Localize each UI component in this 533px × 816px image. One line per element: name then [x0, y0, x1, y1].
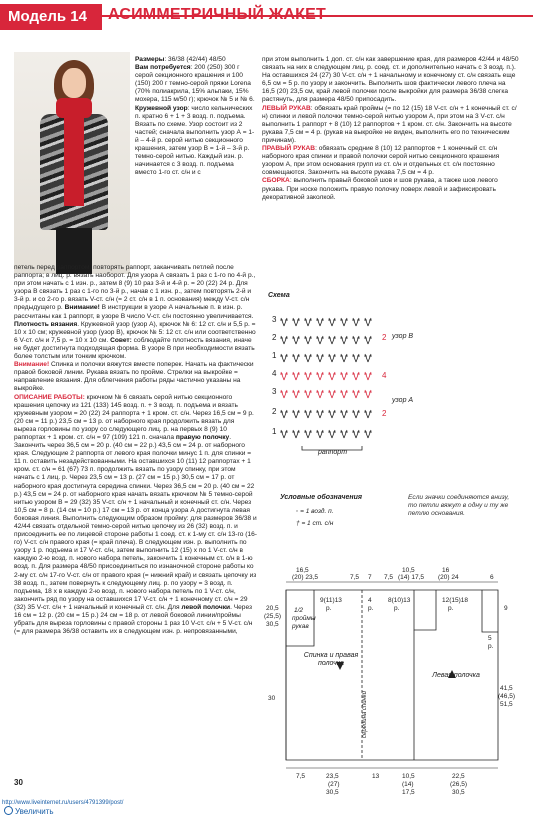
armhole-label-2: проймы — [292, 615, 316, 622]
stitch-mark — [280, 336, 288, 344]
right-sleeve-label: ПРАВЫЙ РУКАВ — [262, 145, 316, 153]
right-dim-p: р. — [488, 643, 494, 650]
pattern-shoulder — [482, 590, 498, 632]
stitch-mark — [304, 430, 312, 438]
stitch-mark — [316, 410, 324, 418]
stitch-mark — [352, 372, 360, 380]
stitch-mark — [280, 390, 288, 398]
attention-label: Внимание! — [14, 361, 50, 369]
dim-top-8: 16 — [442, 567, 450, 574]
stitch-mark — [316, 372, 324, 380]
bottom-dim-3: (27) — [328, 781, 340, 788]
stitch-mark — [340, 372, 348, 380]
stitch-mark — [340, 354, 348, 362]
stitch-mark — [304, 372, 312, 380]
zoom-link[interactable] — [4, 806, 54, 816]
right-front-label: правую полочку — [175, 433, 230, 441]
schema-marks — [280, 318, 372, 438]
body-text: : обвязать край проймы (= по 12 (15) 18 V-ст. с/н + 1 конечный ст. с/н) спинки и левой полочки темно-серой нитью узором А, при этом на 3 V-ст. с/н выполнить 1 раппорт + 8 (10) 12 раппортов + 1 кром. ст. с/н. Закончить на высоте рукава 7,5 см = 4 р. (рукав на выкройке не виден, выполнить его по техническим причинам). — [262, 104, 517, 144]
lace-label: Кружевной узор — [135, 104, 188, 112]
right-dim-2: (46,5) — [498, 693, 515, 700]
page-number: 30 — [14, 778, 23, 787]
pattern-b-label: узор В — [392, 333, 414, 340]
bottom-dim-7: (14) — [402, 781, 414, 788]
stitch-mark — [328, 430, 336, 438]
stitch-mark — [364, 354, 372, 362]
photo-scarf — [56, 98, 92, 118]
dim-top-9: (20) 24 — [438, 574, 459, 581]
materials-label: Вам потребуется — [135, 64, 191, 72]
right-dim-5: 5 — [488, 635, 492, 642]
stitch-mark — [364, 390, 372, 398]
row-number-a2: 2 — [272, 407, 277, 416]
row-number-b1: 1 — [272, 351, 277, 360]
left-dim-1: 20,5 — [266, 605, 279, 612]
sizes-label: Размеры — [135, 56, 165, 63]
page-title: АСИММЕТРИЧНЫЙ ЖАКЕТ — [108, 6, 326, 23]
stitch-mark — [340, 318, 348, 326]
dim-top-7: (14) 17,5 — [398, 574, 425, 581]
left-dim-30: 30 — [268, 695, 276, 702]
bottom-dim-2: 23,5 — [326, 773, 339, 780]
stitch-mark — [304, 318, 312, 326]
attention-label: Внимание! — [64, 304, 100, 312]
rapport-label: раппорт — [318, 449, 348, 456]
stitch-mark — [328, 390, 336, 398]
photo-face — [62, 68, 86, 98]
body-text: . Кружевной узор (узор А), крючок № 6: 12 ст. с/н и 5,5 р. = 10 х 10 см; кружевной узор (узор В), крючок № 5: 12 ст. с/н или соответственно 6 V-ст. с/н и 7,5 р. = 10 х 10 см. — [14, 320, 256, 344]
sizes-value: : 36/38 (42/44) 48/50 — [164, 56, 226, 63]
stitch-mark — [280, 372, 288, 380]
rows-c: 8(10)13 — [388, 597, 411, 604]
bottom-dim-1: 7,5 — [296, 773, 306, 780]
dim-top-1: 16,5 — [296, 567, 309, 574]
stitch-mark — [316, 390, 324, 398]
lace-value: : число кельнических п. кратно 6 + 1 + 3 возд. п. подъема. Вязать по схеме. Узор состоит из 2 частей; сначала выполнить узор А = 1-й – 4-й р. серой нитью секционного крашения, затем узор В = 1-й – 3-й р. темно-серой нитью. Каждый изн. р. начинается с 3 возд. п. подъема вместо 1-го ст. с/н и с — [135, 104, 255, 177]
stitch-mark — [304, 390, 312, 398]
stitch-mark — [280, 430, 288, 438]
marker-2-b: 2 — [382, 333, 387, 342]
label-left-front-wrap — [430, 672, 482, 702]
body-text: . Закончить через 36,5 см = 20 р. (40 см = 22 р.) 43,5 см = 24 р. от наборного края. Следующие 2 раппорта от левого края полочки минус 1 п. для спинки = 11 п. оставить незадействованными. На оставшихся 10 (11) 12 раппортах + 1 кром. ст. с/н = 61 (67) 73 п. продолжить вязать по узору спинку, при этом начать с 1 лиц. р. Через 23,5 см = 13 р. (27 см = 15 р.) 30,5 см = 17 р. от наборного края достигнута середина спинки. Через 36,5 см = 20 р. (40 см = 22 р.) 43,5 см = 24 р. от наборного края начать вязать крючком № 5 темно-серой нитью узором В = 29 (32) 35 V-ст. с/н + 1 начальный и конечный ст. с/н. Через 10,5 см = 8 р. (14 см = 10 р.) 17 см = 13 р. от конца узора А достигнута левая боковая линия. Выполнить следующим образом пройму: для размеров 36/38 и 42/44 связать отдельной темно-серой нитью цепочку из 26 (32) возд. п. и присоединить ее по лицевой стороне работы 1 соед. ст. к 1-му ст. с/н 13-го (16-го) V-ст. с/н правого края (= край плеча). В следующем изн. р. выполнить по узору 1 р. подъема и 17 V-ст. с/н, затем выполнить 12 (15) х по 1 V-ст. с/н в каждую 2-ю возд. п. нового набора петель, закончить 1 конечным ст. с/н в 1-ю возд. п. Для размера 48/50 присоединиться по изнаночной стороне работы ко 2-му ст. с/н 17-го V-ст. с/н от правого края (= нижний край) и связать цепочку из 38 возд. п., затем повернуть к следующему лиц. р. по узору = 3 возд. п. подъема, 18 х в каждую 2-ю возд. п. нового набора петель по 1 V-ст. с/н, закончить ряд по узору на оставшихся 17 V-ст. с/н + 1 конечному ст. с/н = 29 (32) 35 V-ст. с/н + 1 начальный и конечный ст. с/н. Для — [14, 433, 257, 611]
stitch-mark — [340, 410, 348, 418]
stitch-mark — [316, 354, 324, 362]
stitch-mark — [352, 318, 360, 326]
stitch-mark — [292, 390, 300, 398]
schema-title: Схема — [268, 292, 290, 299]
bottom-dim-4: 30,5 — [326, 789, 339, 796]
stitch-mark — [340, 430, 348, 438]
page-header — [0, 0, 533, 44]
stitch-mark — [352, 390, 360, 398]
legend-dc — [296, 520, 333, 527]
dim-top-4: 7 — [368, 574, 372, 581]
gauge-label: Плотность вязания — [14, 320, 78, 328]
stitch-mark — [352, 336, 360, 344]
assembly-label: СБОРКА — [262, 177, 290, 185]
chain-stitch-icon: ◦ — [296, 508, 299, 515]
stitch-mark — [304, 354, 312, 362]
stitch-mark — [292, 318, 300, 326]
dim-top-5: 7,5 — [384, 574, 394, 581]
legend-note: Если значки соединяются внизу, то петли вяжут в одну и ту же петлю основания. — [408, 494, 510, 517]
stitch-mark — [304, 410, 312, 418]
body-text: : обвязать средние 8 (10) 12 раппортов + 1 конечный ст. с/н наборного края спинки и правой полочки серой нитью секционного крашения узором А, при этом основания групп из ст. с/н и отдельных ст. с/н постоянно совмещаются. Закончить на высоте рукава 7,5 см = 4 р. — [262, 145, 500, 177]
zoom-label: Увеличить — [15, 807, 54, 816]
double-crochet-icon: † — [296, 520, 300, 527]
stitch-mark — [328, 410, 336, 418]
stitch-mark — [364, 430, 372, 438]
left-dim-3: 30,5 — [266, 621, 279, 628]
left-front-label: левой полочки — [181, 603, 231, 611]
bottom-dim-6: 10,5 — [402, 773, 415, 780]
stitch-mark — [280, 410, 288, 418]
body-text: : выполнить правый боковой шов и шов рукава, а также шов левого рукава. При носке положить правую полочку поверх левой и зафиксировать декоративной заколкой. — [262, 177, 498, 201]
stitch-mark — [316, 430, 324, 438]
stitch-mark — [364, 318, 372, 326]
stitch-mark — [316, 318, 324, 326]
stitch-mark — [280, 354, 288, 362]
dim-top-2: (20) 23,5 — [292, 574, 319, 581]
stitch-mark — [328, 336, 336, 344]
model-photo — [14, 52, 130, 274]
right-dim-9: 9 — [504, 605, 508, 612]
marker-4: 4 — [382, 371, 387, 380]
left-dim-2: (25,5) — [264, 613, 281, 620]
stitch-mark — [364, 336, 372, 344]
stitch-mark — [340, 390, 348, 398]
stitch-mark — [364, 372, 372, 380]
pattern-neck-cut — [414, 590, 436, 630]
label-back-right: Спинка и правая полочка — [303, 652, 359, 667]
marker-2-a: 2 — [382, 409, 387, 418]
rows-c-unit: р. — [394, 605, 400, 612]
left-sleeve-label: ЛЕВЫЙ РУКАВ — [262, 104, 311, 112]
row-number-a4: 4 — [272, 369, 277, 378]
stitch-mark — [292, 336, 300, 344]
stitch-mark — [328, 318, 336, 326]
armhole-label-1: 1/2 — [294, 607, 304, 614]
row-number-b3: 3 — [272, 315, 277, 324]
stitch-mark — [292, 372, 300, 380]
body-text: В инструкции в узоре А начальные п. в изн. р. рассчитаны как 1 раппорт, в узоре В число V-ст. с/н постоянно увеличивается. — [14, 304, 254, 320]
bottom-dim-5: 13 — [372, 773, 380, 780]
rows-a: 9(11)13 — [320, 597, 342, 604]
row-number-a3: 3 — [272, 387, 277, 396]
model-badge: Модель 14 — [0, 4, 102, 30]
label-back-right-wrap — [302, 652, 360, 692]
materials-value: : 200 (250) 300 г серой секционного крашения и 100 (150) 200 г темно-серой пряжи Lorena (70% полиакрила, 15% альпаки, 15% мохера, 115 м/50 г); крючок № 5 и № 6. — [135, 64, 255, 104]
body-text: крючком № 6 связать серой нитью секционного крашения цепочку из 121 (133) 145 возд. п. + 3 возд. п. подъема и вязать кружевным узором = 20 (22) 24 раппорта + 1 кром. ст. с/н. Через 16,5 см = 9 р. (20 см = 11 р.) 23,5 см = 13 р. от наборного края продолжить вязать для выреза горловины по узору со следующего лиц. р. на первых 8 (9) 10 раппортах + 1 кром. ст. с/н = 97 (109) 121 п. сначала — [14, 393, 254, 441]
bottom-dim-8: 17,5 — [402, 789, 415, 796]
body-text: Спинка и полочки вяжутся вместе поперек. Начать на фактически правой боковой линии. Рукава вязать по пройме. Стрелки на выкройке = направление вязания. Для облегчения работы ряды частично указаны на выкройке. — [14, 361, 254, 393]
body-text: при этом выполнить 1 доп. ст. с/н как завершение края, для размеров 42/44 и 48/50 связать на них в следующем лиц. р. соед. ст. и дополнительно начать с 3 возд. п.). На оставшихся 24 (27) 30 V-ст. с/н + 1 начальному и конечному ст. с/н связать еще 6,5 см = 5 р. по узору и закончить. Выполнить шов фактически левого плеча на 16,5 (20) 23,5 см, край левой полочки после выкройки для размера 36/38 слегка растянуть, для размера 48/50 припосадить. — [262, 56, 519, 104]
garment-pattern — [262, 560, 520, 800]
bottom-dim-10: (26,5) — [450, 781, 467, 788]
tip-label: Совет: — [110, 336, 132, 344]
stitch-mark — [352, 410, 360, 418]
rows-d: 12(15)18 — [442, 597, 469, 604]
label-left-front: Левая полочка — [432, 672, 480, 679]
intro-text — [135, 56, 257, 177]
body-text: . Через 16 см = 12 р. (20 см = 15 р.) 24 см = 18 р. от левой боковой линии/проймы убрать для выреза горловины с правой стороны 1 раз 10 V-ст. с/н + 5 V-ст. с/н (= для размера 36/38 оставить их в следующем изн. р. непровязанными, — [14, 603, 253, 636]
stitch-mark — [352, 354, 360, 362]
stitch-mark — [292, 430, 300, 438]
armhole-label-3: рукав — [292, 623, 309, 630]
rows-b: 4 — [368, 597, 372, 604]
row-number-b2: 2 — [272, 333, 277, 342]
instructions-left — [14, 264, 257, 636]
stitch-mark — [292, 410, 300, 418]
rows-a-unit: р. — [326, 605, 332, 612]
stitch-mark — [328, 354, 336, 362]
stitch-mark — [328, 372, 336, 380]
stitch-mark — [292, 354, 300, 362]
stitch-mark — [352, 430, 360, 438]
work-description-label: ОПИСАНИЕ РАБОТЫ: — [14, 393, 85, 401]
body-text: соблюдайте плотность вязания, иначе не будет достигнута подходящая форма. В узоре В при необходимости вязать более толстым или тонким крючком. — [14, 336, 255, 361]
instructions-right — [262, 56, 520, 202]
rows-b-unit: р. — [368, 605, 374, 612]
rows-d-unit: р. — [448, 605, 454, 612]
label-center-back: середина спинки — [362, 690, 368, 738]
legend-chain — [296, 508, 333, 515]
dim-top-10: 6 — [490, 574, 494, 581]
bottom-dim-9: 22,5 — [452, 773, 465, 780]
stitch-mark — [304, 336, 312, 344]
legend-dc-label: = 1 ст. с/н — [301, 520, 334, 527]
row-number-a1: 1 — [272, 427, 277, 436]
stitch-mark — [340, 336, 348, 344]
dim-top-3: 7,5 — [350, 574, 360, 581]
body-text: петель перед раппортом, повторять раппорт, заканчивать петлей после раппорта; в лиц. р. вязать наоборот. Для узора А связать 1 раз с 1-го по 4-й р., при этом начать с 1 изн. р., затем 8 (9) 10 раз 3-й и 4-й р. = 20 (22) 24 р. Для узора В связать 1 раз с 1-го по 3-й р., начав с 1 изн. р., затем повторять 2-й и 3-й р. и со 2-го р. вязать V-ст. с/н (= 2 ст. с/н в 1 п. основания) между V-ст. с/н предыдущего р. — [14, 264, 256, 312]
right-dim-1: 41,5 — [500, 685, 513, 692]
legend-chain-label: = 1 возд. п. — [300, 508, 334, 515]
pattern-a-label: узор А — [392, 397, 414, 404]
dim-top-6: 10,5 — [402, 567, 415, 574]
right-dim-3: 51,5 — [500, 701, 513, 708]
stitch-mark — [316, 336, 324, 344]
photo-shirt — [64, 116, 84, 206]
stitch-mark — [280, 318, 288, 326]
stitch-mark — [364, 410, 372, 418]
bottom-dim-11: 30,5 — [452, 789, 465, 796]
legend-title: Условные обозначения — [280, 494, 363, 501]
source-url[interactable]: http://www.liveinternet.ru/users/4791399/post/ — [2, 800, 124, 806]
